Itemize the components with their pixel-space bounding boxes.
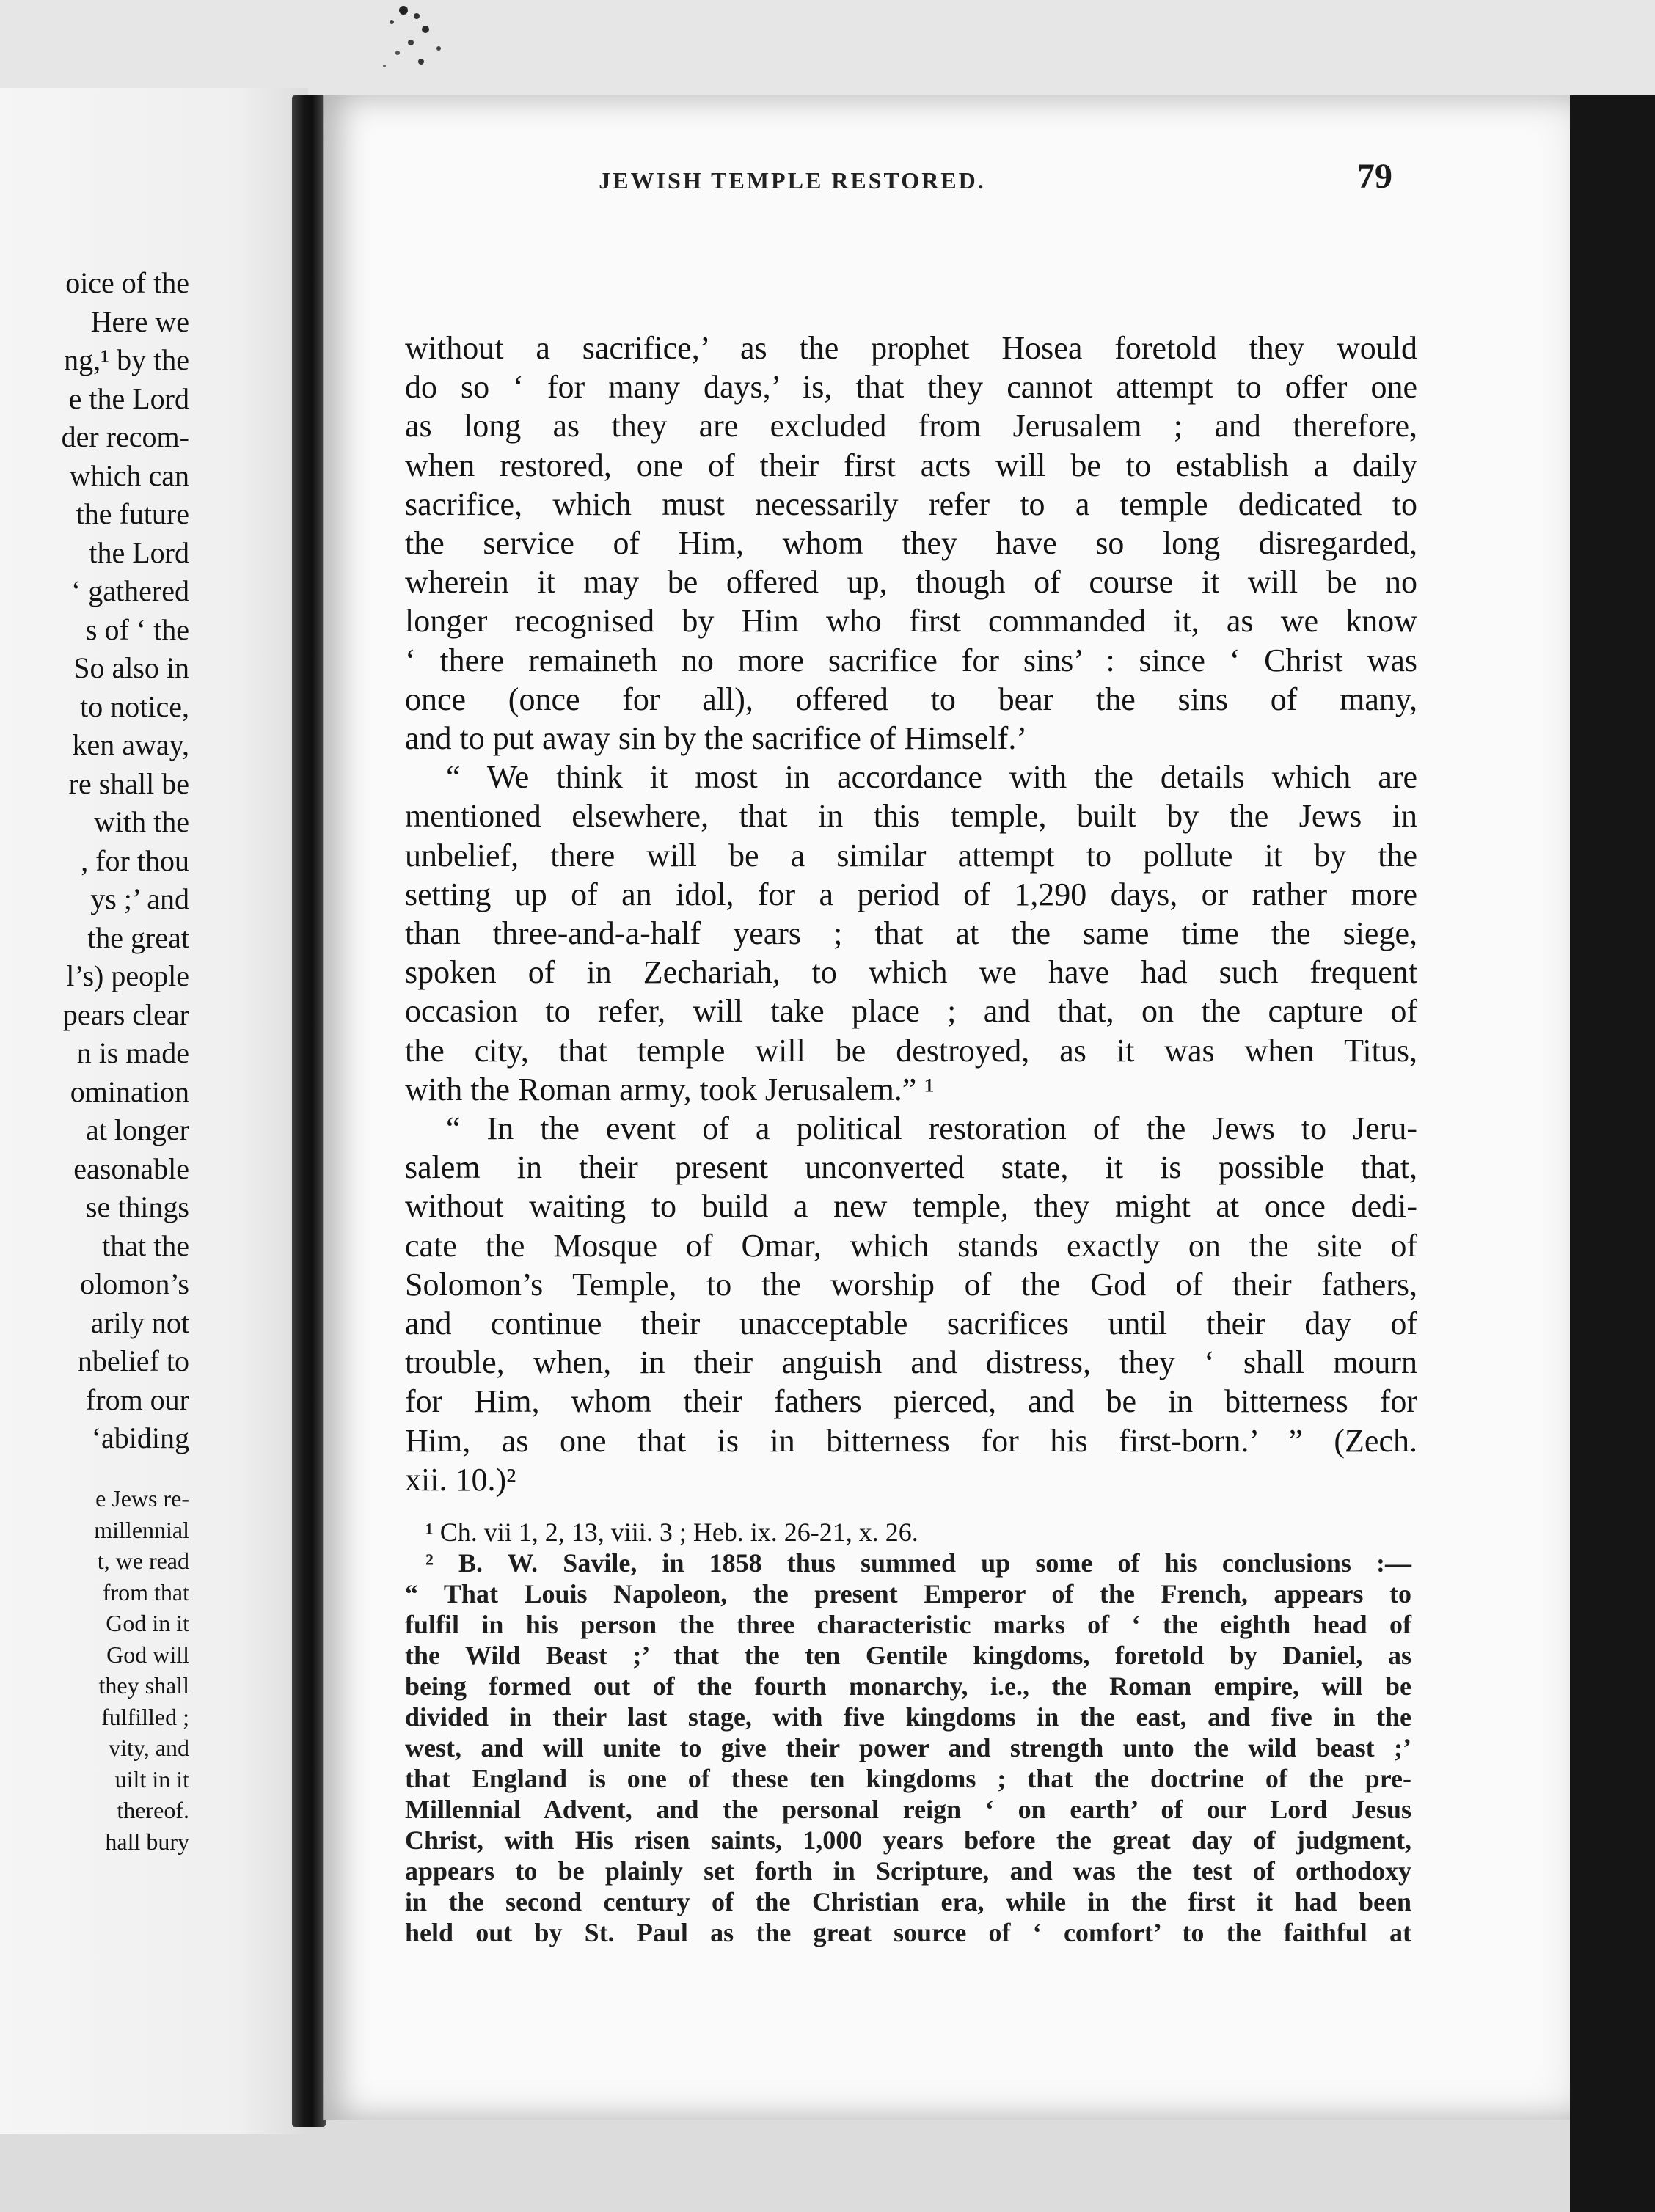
left-page-line: hall bury: [105, 1828, 189, 1855]
left-page-line: that the: [102, 1228, 189, 1262]
paragraph: [405, 758, 1417, 1109]
left-page-line: nbelief to: [77, 1344, 189, 1377]
left-page-line: e the Lord: [68, 381, 189, 415]
left-page-line: from that: [102, 1578, 189, 1605]
text-line: for Him, whom their fathers pierced, and be in bitterness for: [405, 1383, 1417, 1420]
scan-speckles: [359, 0, 492, 81]
left-page-line: with the: [94, 805, 189, 838]
footnote-line: west, and will unite to give their power and strength unto the wild beast ;’: [405, 1733, 1411, 1762]
text-line: setting up of an idol, for a period of 1,290 days, or rather more: [405, 876, 1417, 912]
left-page-line: uilt in it: [114, 1765, 189, 1792]
left-page-line: e Jews re-: [95, 1485, 189, 1512]
text-line: occasion to refer, will take place ; and that, on the capture of: [405, 993, 1417, 1030]
left-page-line: to notice,: [80, 689, 189, 723]
paragraph: [405, 1109, 1417, 1499]
left-page-line: se things: [85, 1190, 189, 1223]
text-line: xii. 10.)²: [405, 1461, 516, 1498]
running-head: JEWISH TEMPLE RESTORED.: [599, 167, 986, 194]
text-line: and to put away sin by the sacrifice of Himself.’: [405, 720, 1027, 757]
footnote-line: Christ, with His risen saints, 1,000 years before the great day of judgment,: [405, 1825, 1411, 1855]
main-text: [405, 329, 1417, 1499]
left-page-line: fulfilled ;: [101, 1703, 189, 1730]
left-page-line: l’s) people: [66, 959, 189, 992]
scan-border-right: [1570, 95, 1655, 2212]
footnote-line: fulfil in his person the three characteristic marks of ‘ the eighth head of: [405, 1610, 1411, 1639]
text-line: the city, that temple will be destroyed, as it was when Titus,: [405, 1032, 1417, 1069]
text-line: unbelief, there will be a similar attempt to pollute it by the: [405, 837, 1417, 874]
text-line: trouble, when, in their anguish and distress, they ‘ shall mourn: [405, 1344, 1417, 1381]
left-page-line: s of ‘ the: [85, 612, 189, 646]
text-line: as long as they are excluded from Jerusalem ; and therefore,: [405, 408, 1417, 444]
left-page-line: olomon’s: [80, 1267, 189, 1300]
text-line: spoken of in Zechariah, to which we have had such frequent: [405, 954, 1417, 991]
text-line: longer recognised by Him who first commanded it, as we know: [405, 603, 1417, 640]
text-line: without waiting to build a new temple, they might at once dedi-: [405, 1188, 1417, 1225]
footnote-line: ² B. W. Savile, in 1858 thus summed up some of his conclusions :—: [425, 1548, 1411, 1578]
left-page-line: arily not: [90, 1305, 189, 1339]
text-line: do so ‘ for many days,’ is, that they cannot attempt to offer one: [405, 369, 1417, 406]
left-page-text-column: [0, 264, 189, 1458]
left-page-line: t, we read: [97, 1548, 189, 1574]
left-page-line: easonable: [73, 1151, 189, 1185]
footnote: [405, 1517, 1411, 1548]
text-line: “ In the event of a political restoration of the Jews to Jeru-: [446, 1110, 1417, 1147]
left-page-line: thereof.: [117, 1797, 189, 1823]
text-line: without a sacrifice,’ as the prophet Hosea foretold they would: [405, 330, 1417, 366]
left-page-line: vity, and: [109, 1735, 189, 1761]
left-page-line: the future: [76, 497, 189, 530]
page-number: 79: [1357, 157, 1392, 196]
paragraph: [405, 329, 1417, 758]
left-page-line: ken away,: [72, 728, 189, 761]
left-page-line: re shall be: [68, 766, 189, 800]
text-line: cate the Mosque of Omar, which stands exactly on the site of: [405, 1227, 1417, 1264]
left-page-line: der recom-: [61, 420, 189, 453]
footnote-line: appears to be plainly set forth in Scripture, and was the test of orthodoxy: [405, 1856, 1411, 1886]
left-page-line: God will: [106, 1641, 189, 1668]
left-page-line: God in it: [106, 1610, 189, 1636]
footnotes: [405, 1517, 1411, 1948]
left-page-line: ng,¹ by the: [64, 343, 189, 376]
left-page-line: the great: [87, 920, 189, 954]
text-line: than three-and-a-half years ; that at the same time the siege,: [405, 915, 1417, 952]
text-line: salem in their present unconverted state, it is possible that,: [405, 1149, 1417, 1186]
left-page-line: ys ;’ and: [90, 882, 189, 915]
left-page-line: they shall: [98, 1672, 189, 1699]
footnote-line: in the second century of the Christian era, while in the first it had been: [405, 1887, 1411, 1916]
left-page-line: , for thou: [81, 843, 189, 877]
left-page-line: the Lord: [89, 535, 189, 569]
left-page-line: oice of the: [65, 266, 189, 299]
left-page-line: Here we: [90, 304, 189, 338]
text-line: “ We think it most in accordance with the details which are: [446, 759, 1417, 796]
left-page-line: omination: [70, 1074, 189, 1108]
left-page-line: millennial: [94, 1516, 189, 1543]
footnote-line: Millennial Advent, and the personal reign ‘ on earth’ of our Lord Jesus: [405, 1795, 1411, 1824]
footnote-line: held out by St. Paul as the great source of ‘ comfort’ to the faithful at: [405, 1918, 1411, 1947]
footnote-line: that England is one of these ten kingdoms ; that the doctrine of the pre-: [405, 1764, 1411, 1793]
book-gutter: [292, 95, 326, 2127]
left-page-line: which can: [69, 458, 189, 492]
text-line: once (once for all), offered to bear the sins of many,: [405, 681, 1417, 717]
text-line: and continue their unacceptable sacrifices until their day of: [405, 1305, 1417, 1342]
left-page-fragment: [0, 88, 308, 2134]
left-page-line: at longer: [85, 1113, 189, 1146]
left-page-line: n is made: [76, 1036, 189, 1069]
left-page-line: So also in: [73, 651, 189, 684]
text-line: mentioned elsewhere, that in this temple, built by the Jews in: [405, 798, 1417, 835]
footnote-line: divided in their last stage, with five kingdoms in the east, and five in the: [405, 1702, 1411, 1732]
text-line: the service of Him, whom they have so long disregarded,: [405, 525, 1417, 562]
text-line: when restored, one of their first acts will be to establish a daily: [405, 447, 1417, 483]
footnote-line: ¹ Ch. vii 1, 2, 13, viii. 3 ; Heb. ix. 26-21, x. 26.: [425, 1517, 918, 1547]
left-page-footnote-column: [0, 1483, 189, 1857]
left-page-line: from our: [85, 1382, 189, 1416]
text-line: wherein it may be offered up, though of course it will be no: [405, 564, 1417, 601]
left-page-line: ‘ gathered: [70, 574, 189, 607]
text-line: ‘ there remaineth no more sacrifice for sins’ : since ‘ Christ was: [405, 642, 1417, 678]
text-line: with the Roman army, took Jerusalem.” ¹: [405, 1071, 935, 1107]
left-page-line: pears clear: [62, 997, 189, 1031]
left-page-line: ‘abiding: [91, 1421, 189, 1454]
footnote-line: being formed out of the fourth monarchy, i.e., the Roman empire, will be: [405, 1671, 1411, 1701]
text-line: sacrifice, which must necessarily refer to a temple dedicated to: [405, 486, 1417, 522]
footnote: [405, 1548, 1411, 1948]
footnote-line: “ That Louis Napoleon, the present Emperor of the French, appears to: [405, 1579, 1411, 1608]
text-line: Him, as one that is in bitterness for his first-born.’ ” (Zech.: [405, 1422, 1417, 1459]
footnote-line: the Wild Beast ;’ that the ten Gentile kingdoms, foretold by Daniel, as: [405, 1641, 1411, 1670]
text-line: Solomon’s Temple, to the worship of the God of their fathers,: [405, 1266, 1417, 1303]
